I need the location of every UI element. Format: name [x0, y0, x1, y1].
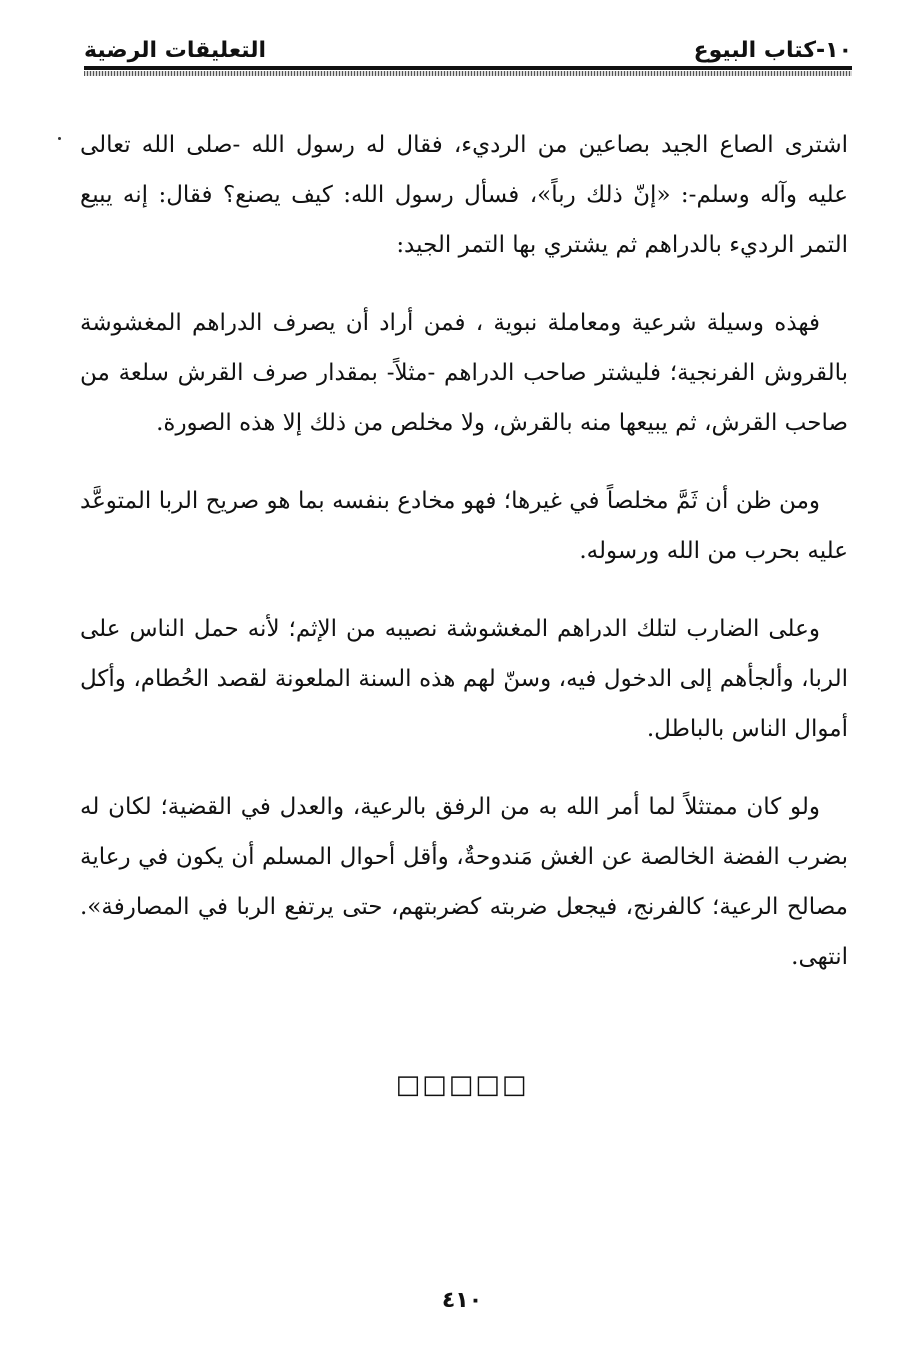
body-text — [80, 120, 848, 1010]
paragraph-5: ولو كان ممتثلاً لما أمر الله به من الرفق بالرعية، والعدل في القضية؛ لكان له بضرب الفضة الخالصة عن الغش مَندوحةٌ، وأقل أحوال المسلم أن يكون في رعاية مصالح الرعية؛ كالفرنج، فيجعل ضربته كضربتهم، حتى يرتفع الربا في المصارفة». انتهى. — [80, 794, 848, 970]
header-rule — [84, 66, 852, 70]
section-ornament: □□□□□ — [395, 1070, 529, 1100]
paragraph-4: وعلى الضارب لتلك الدراهم المغشوشة نصيبه من الإثم؛ لأنه حمل الناس على الربا، وألجأهم إلى الدخول فيه، وسنّ لهم هذه السنة الملعونة لقصد الحُطام، وأكل أموال الناس بالباطل. — [80, 616, 848, 742]
paragraph-3: ومن ظن أن ثَمَّ مخلصاً في غيرها؛ فهو مخادع بنفسه بما هو صريح الربا المتوعَّد عليه بحرب من الله ورسوله. — [80, 488, 848, 564]
paragraph-1: اشترى الصاع الجيد بصاعين من الرديء، فقال له رسول الله -صلى الله تعالى عليه وآله وسلم-: «إنّ ذلك رباً»، فسأل رسول الله: كيف يصنع؟ فقال: إنه يبيع التمر الرديء بالدراهم ثم يشتري بها التمر الجيد: — [80, 132, 848, 258]
book-title: التعليقات الرضية — [84, 38, 267, 63]
margin-speck — [58, 137, 61, 140]
running-header — [84, 38, 852, 66]
page-number: ٤١٠ — [441, 1288, 483, 1313]
paragraph-2: فهذه وسيلة شرعية ومعاملة نبوية ، فمن أراد أن يصرف الدراهم المغشوشة بالقروش الفرنجية؛ فليشتر صاحب الدراهم -مثلاً- بمقدار صرف القرش سلعة من صاحب القرش، ثم يبيعها منه بالقرش، ولا مخلص من ذلك إلا هذه الصورة. — [80, 310, 848, 436]
chapter-title: ١٠-كتاب البيوع — [693, 38, 852, 63]
header-rule-texture — [84, 71, 852, 76]
